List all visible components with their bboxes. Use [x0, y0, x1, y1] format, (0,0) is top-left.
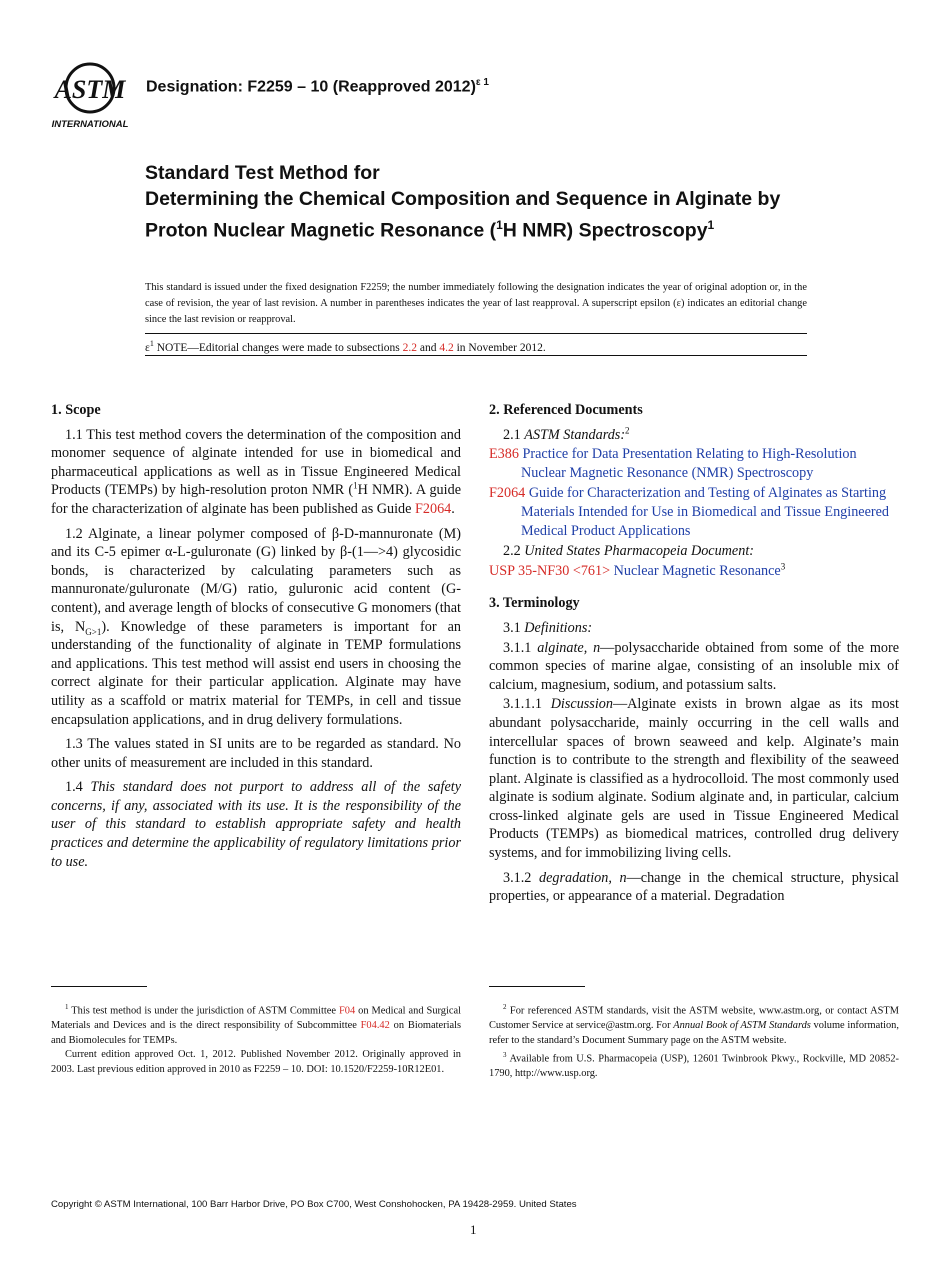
designation-text: Designation: F2259 – 10 (Reapproved 2012)	[146, 78, 476, 96]
ref-e386-text: Practice for Data Presentation Relating to High-Resolution Nuclear Magnetic Resonance (NMR) Spectroscopy	[521, 446, 857, 481]
document-title	[145, 160, 845, 244]
fn1-sup: 1	[65, 1003, 69, 1011]
link-f2064[interactable]: F2064	[415, 500, 452, 517]
link-usp[interactable]: USP 35-NF30 <761>	[489, 562, 611, 579]
logo-wordmark: INTERNATIONAL	[51, 119, 129, 130]
term-degradation	[489, 869, 899, 906]
discussion-term: Discussion	[550, 696, 613, 713]
ref-item-e386	[489, 445, 899, 482]
scope-1-1-text: 1.1 This test method covers the determination of the composition and monomer sequence of alginate intended for use in biomedical and pharmaceutical applications as well as in Tissue Engineered Medical Products (TEMPs) by high-resolution proton NMR (	[51, 426, 461, 499]
fn1-mid: on Medical and Surgical Materials and Devices and is the direct responsibility of Subcommittee	[51, 1005, 461, 1032]
term-alginate-discussion	[489, 695, 899, 862]
note-mid: and	[417, 341, 440, 354]
editorial-note	[145, 339, 546, 354]
astm-logo	[44, 58, 136, 132]
right-column	[489, 401, 899, 912]
scope-1-1-mid: H NMR). A guide for the characterization of alginate has been published as Guide	[51, 482, 461, 517]
fn2-pre: For referenced ASTM standards, visit the ASTM website, www.astm.org, or contact ASTM Customer Service at service@astm.org. For	[489, 1005, 899, 1032]
ref-f2064-text: Guide for Characterization and Testing of Alginates as Starting Materials Intended for Use in Biomedical and Tissue Engineered Medical Product Applications	[521, 485, 890, 539]
title-sup-h: 1	[496, 218, 503, 232]
scope-1-4	[51, 778, 461, 871]
footnotes-left	[51, 1000, 461, 1077]
rule-bottom	[145, 355, 807, 356]
ref-item-f2064	[489, 484, 899, 540]
term-alginate-text: —polysaccharide obtained from some of the more common species of marine algae, consisting of an insoluble mix of calcium, magnesium, sodium, and potassium salts.	[489, 639, 900, 693]
footnote-1-edition: Current edition approved Oct. 1, 2012. Published November 2012. Originally approved in 2003. Last previous edition approved in 2010 as F2259 – 10. DOI: 10.1520/F2259-10R12E01.	[51, 1049, 461, 1075]
footnote-rule-right	[489, 986, 585, 987]
degradation-num: 3.1.2	[503, 869, 539, 886]
degradation-term: degradation, n	[538, 869, 627, 886]
note-sup: 1	[149, 339, 154, 348]
link-f04[interactable]: F04	[338, 1005, 356, 1017]
footnote-rule-left	[51, 986, 147, 987]
scope-1-1	[51, 426, 461, 519]
term-alginate	[489, 639, 899, 695]
astm-label-sup: 2	[625, 424, 630, 435]
scope-heading: 1. Scope	[51, 402, 101, 418]
usp-text: Nuclear Magnetic Resonance	[613, 562, 781, 579]
scope-1-2-post: ). Knowledge of these parameters is important for an understanding of the functionality of alginate in TEMP formulations and applications. This test method will assist end users in choosing the correct alginate for their particular application. Alginate may have utility as a scaffold or matrix material for TEMPs, in cell and tissue encapsulation applications, and in drug delivery formulations.	[51, 618, 461, 728]
astm-standards-label	[489, 426, 899, 445]
discussion-num: 3.1.1.1	[503, 696, 551, 713]
title-line2: Determining the Chemical Composition and Sequence in Alginate by Proton Nuclear Magnetic Resonance (	[145, 188, 781, 242]
references-heading: 2. Referenced Documents	[489, 402, 643, 418]
link-e386[interactable]: E386	[489, 446, 519, 463]
designation-epsilon: ε 1	[475, 77, 489, 88]
scope-1-3: 1.3 The values stated in SI units are to be regarded as standard. No other units of measurement are included in this standard.	[51, 736, 461, 771]
footnotes-right	[489, 1000, 899, 1082]
scope-1-2-sub: G>1	[85, 626, 102, 637]
footnote-3	[489, 1048, 899, 1082]
link-2-2[interactable]: 2.2	[402, 341, 417, 354]
term-alginate-num: 3.1.1	[503, 639, 538, 656]
usp-sup: 3	[780, 561, 786, 572]
link-f2064-ref[interactable]: F2064	[489, 485, 526, 502]
footnote-1	[51, 1000, 461, 1048]
title-line2b: H NMR) Spectroscopy	[502, 219, 708, 242]
terminology-heading: 3. Terminology	[489, 595, 580, 612]
astm-label-num: 2.1	[503, 426, 525, 443]
fn1-post: on Biomaterials and Biomolecules for TEMPs.	[51, 1020, 461, 1046]
ref-item-usp	[489, 562, 899, 581]
copyright: Copyright © ASTM International, 100 Barr Harbor Drive, PO Box C700, West Conshohocken, PA 19428-2959. United States	[51, 1199, 577, 1210]
usp-label	[489, 542, 899, 561]
usp-label-text: United States Pharmacopeia Document:	[524, 543, 754, 560]
fn3-sup: 3	[503, 1051, 507, 1060]
rule-top	[145, 333, 807, 334]
scope-1-4-num: 1.4	[65, 779, 91, 796]
link-f04-42[interactable]: F04.42	[360, 1020, 390, 1032]
fn1-pre: This test method is under the jurisdiction of ASTM Committee	[68, 1005, 339, 1017]
fn2-italic: Annual Book of ASTM Standards	[673, 1020, 811, 1032]
scope-1-1-post: .	[451, 500, 455, 517]
note-epsilon: ε	[145, 341, 150, 354]
definitions-label	[489, 619, 899, 638]
issued-statement: This standard is issued under the fixed designation F2259; the number immediately following the designation indicates the year of original adoption or, in the case of revision, the year of last revision. A number in parentheses indicates the year of last reapproval. A superscript epsilon (ε) indicates an editorial change since the last revision or reapproval.	[145, 282, 807, 325]
page-number: 1	[470, 1222, 477, 1237]
title-line1: Standard Test Method for	[145, 162, 380, 184]
scope-1-1-sup: 1	[353, 480, 358, 491]
title-footnote-mark: 1	[707, 218, 715, 232]
fn3-text: Available from U.S. Pharmacopeia (USP), 12601 Twinbrook Pkwy., Rockville, MD 20852-1790, http://www.usp.org.	[489, 1053, 899, 1080]
left-column	[51, 401, 461, 877]
note-post: in November 2012.	[453, 341, 546, 354]
astm-logo-graphic	[44, 58, 136, 132]
discussion-text: —Alginate exists in brown algae as its most abundant polysaccharide, mainly occurring in the cell walls and intercellular spaces of brown seaweed and kelp. Alginate’s main function is to contribute to the strength and flexibility of the seaweed plant. Alginate is classified as a hydrocolloid. The most commonly used alginate is sodium alginate. Sodium alginate and, in particular, calcium cross-linked alginate gels are used in Tissue Engineered Medical Products (TEMPs) as biomedical matrices, controlled drug delivery systems, and for immobilizing living cells.	[489, 696, 900, 862]
link-4-2[interactable]: 4.2	[439, 341, 454, 354]
scope-1-2	[51, 525, 461, 730]
degradation-text: —change in the chemical structure, physical properties, or appearance of a material. Degradation	[489, 869, 899, 905]
term-alginate-term: alginate, n	[537, 639, 601, 656]
designation	[146, 77, 489, 96]
scope-1-2-text: 1.2 Alginate, a linear polymer composed of β-D-mannuronate (M) and its C-5 epimer α-L-guluronate (G) linked by β-(1—>4) glycosidic bonds, is characterized by calculating parameters such as mannuronate/guluronate (M/G) ratio, guluronic acid content (G-content), and average length of blocks of consecutive G monomers (that is, N	[51, 525, 461, 635]
def-num: 3.1	[503, 619, 525, 636]
astm-label: ASTM Standards:	[524, 426, 626, 443]
note-pre: NOTE—Editorial changes were made to subsections	[153, 341, 403, 354]
scope-1-4-text: This standard does not purport to address all of the safety concerns, if any, associated with its use. It is the responsibility of the user of this standard to establish appropriate safety and health practices and determine the applicability of regulatory limitations prior to use.	[51, 779, 461, 870]
footnote-2	[489, 1000, 899, 1048]
fn2-sup: 2	[503, 1003, 507, 1011]
def-label: Definitions:	[524, 619, 593, 636]
logo-letters: ASTM	[54, 75, 126, 104]
usp-label-num: 2.2	[503, 543, 525, 560]
fn2-post: volume information, refer to the standard’s Document Summary page on the ASTM website.	[489, 1020, 899, 1046]
